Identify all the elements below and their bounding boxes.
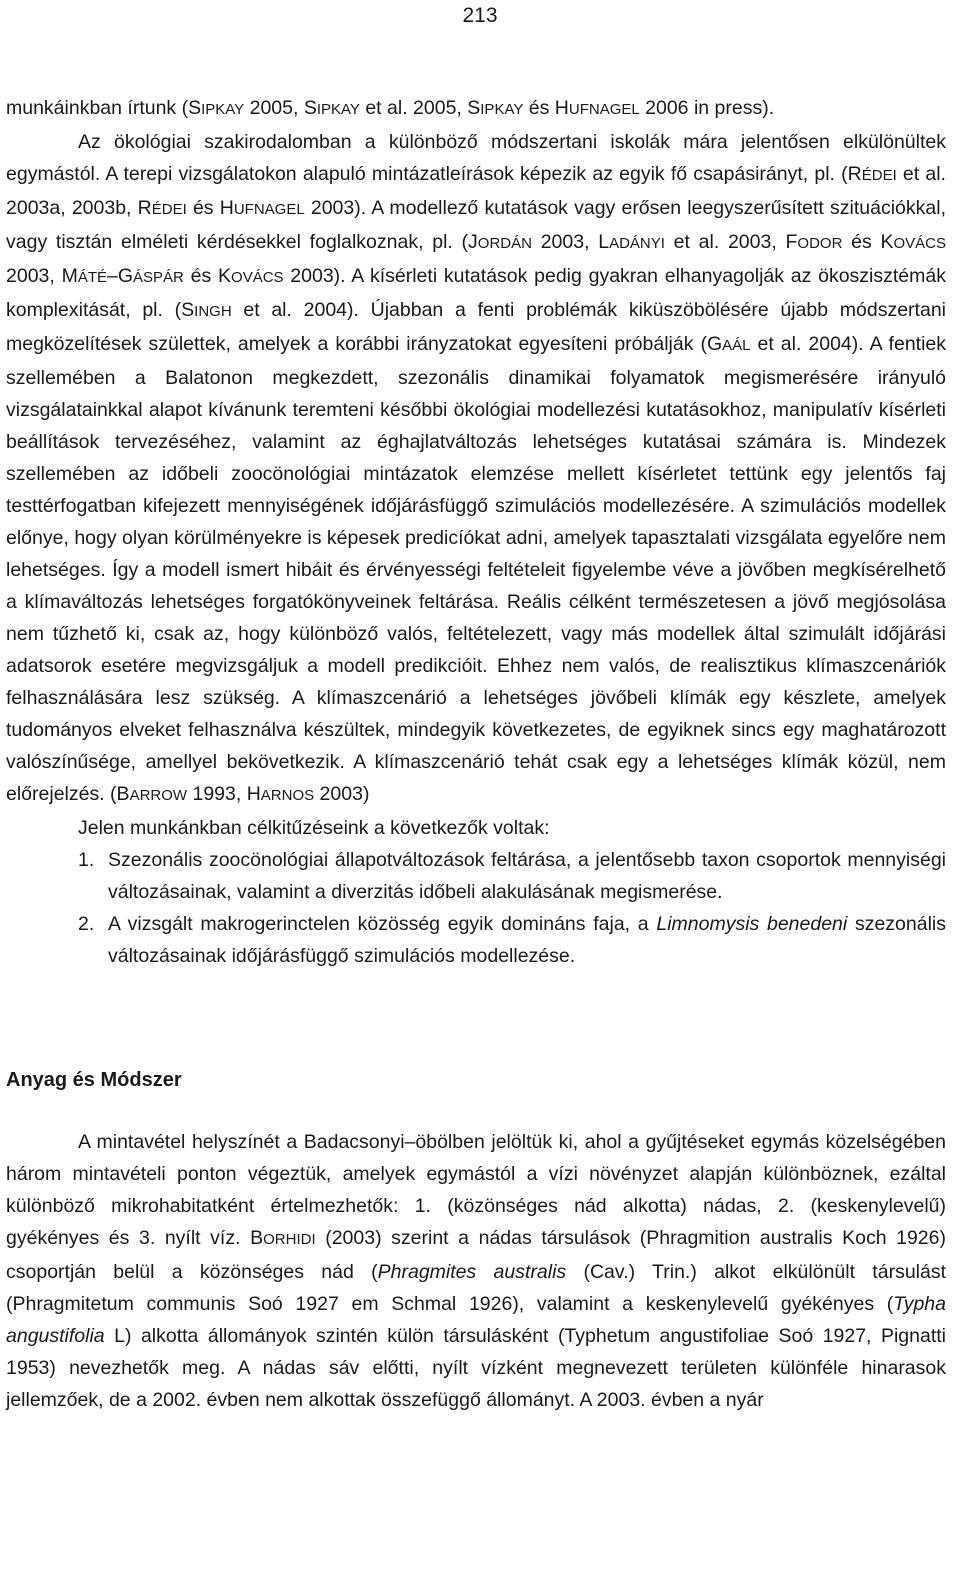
text-run: 2003, <box>531 231 599 253</box>
text-run: et al. 2004). Újabban a fenti problémák kiküszöbölésére újabb módszertani megközelítések születtek, amelyek a korábbi irányzatokat egyesíteni próbálják ( <box>6 299 946 355</box>
text-run: és <box>183 265 219 287</box>
text-run: L) alkotta állományok szintén külön társulásként (Typhetum angustifoliae Soó 1927, Pignatti 1953) nevezhetők meg. A nádas sáv előtti, nyílt vízként megnevezett területen különféle hinarasok jellemzőek, de a 2002. évben nem alkottak összefüggő állományt. A 2003. évben a nyár <box>6 1325 946 1411</box>
author-name: SIPKAY <box>188 97 245 119</box>
author-name: GÁSPÁR <box>117 265 184 287</box>
main-paragraph <box>6 126 946 812</box>
author-name: HUFNAGEL <box>219 197 305 219</box>
species-name: Phragmites australis <box>377 1261 567 1283</box>
author-name: SINGH <box>181 299 232 321</box>
text-run: 2003, <box>6 265 62 287</box>
document-body <box>6 92 946 1416</box>
text-run: és <box>523 97 555 119</box>
text-run: 2005, <box>244 97 304 119</box>
author-name: KOVÁCS <box>880 231 946 253</box>
author-name: HARNOS <box>246 783 315 805</box>
author-name: KOVÁCS <box>218 265 284 287</box>
text-run: 1993, <box>187 783 247 805</box>
intro-paragraph <box>6 92 946 126</box>
species-name: Limnomysis benedeni <box>656 913 848 935</box>
text-run: A mintavétel helyszínét a Badacsonyi–öbölben jelöltük ki, ahol a gyűjtéseket egymás közelségében három mintavételi ponton végeztük, amelyek egymástól a vízi növényzet alapján különböznek, ezáltal különböző mikrohabitatként értelmezhetők: 1. (közönséges nád alkotta) nádas, 2. (keskenylevelű) gyékényes és 3. nyílt víz. <box>6 1131 946 1249</box>
text-run: Az ökológiai szakirodalomban a különböző módszertani iskolák mára jelentősen elkülönültek egymástól. A terepi vizsgálatokon alapuló mintázatleírások képezik az egyik fő csapásirányt, pl. ( <box>6 131 946 185</box>
text-run: et al. 2003, <box>664 231 786 253</box>
author-name: BORHIDI <box>250 1227 316 1249</box>
text-run: 2003). A kísérleti kutatások pedig gyakran elhanyagolják az ökoszisztémák komplexitását, pl. ( <box>6 265 946 321</box>
author-name: MÁTÉ <box>61 265 107 287</box>
methods-paragraph <box>6 1126 946 1416</box>
text-run: et al. 2003a, 2003b, <box>6 163 946 219</box>
list-number: 1. <box>78 849 95 871</box>
author-name: SIPKAY <box>303 97 360 119</box>
text-run: (2003) szerint a nádas társulások (Phragmition australis Koch 1926) csoportján belül a közönséges nád ( <box>6 1227 946 1283</box>
text-run: – <box>107 265 118 287</box>
list-item <box>6 844 946 908</box>
text-run: és <box>186 197 220 219</box>
list-item <box>6 908 946 972</box>
author-name: LADÁNYI <box>598 231 665 253</box>
author-name: SIPKAY <box>467 97 524 119</box>
list-item-text: A vizsgált makrogerinctelen közösség egyik domináns faja, a <box>108 913 657 935</box>
text-run: és <box>842 231 881 253</box>
author-name: FODOR <box>785 231 843 253</box>
text-run: et al. 2004). A fentiek szellemében a Balatonon megkezdett, szezonális dinamikai folyamatok megismerésére irányuló vizsgálatainkkal alapot kívánunk teremteni későbbi ökológiai modellezési kutatásokhoz, manipulatív kísérleti beállítások tervezéséhez, valamint az éghajlatváltozás lehetséges kutatásai számára is. Mindezek szellemében az időbeli zoocönológiai mintázatok elemzése mellett kísérletet tettünk egy jelentős faj testtérfogatban kifejezett mennyiségének időjárásfüggő szimulációs modellezésére. A szimulációs modellek előnye, hogy olyan körülményekre is képesek predicíókat adni, amelyek tapasztalati vizsgálata egyelőre nem lehetséges. Így a modell ismert hibáit és érvényességi feltételeit figyelembe véve a jövőben megkísérelhető a klímaváltozás lehetséges forgatókönyveinek feltárása. Reális célként természetesen a jövő megjósolása nem tűzhető ki, csak az, hogy különböző valós, feltételezett, vagy más modellek által szimulált időjárási adatsorok esetére megvizsgáljuk a modell predikcióit. Ehhez nem valós, de realisztikus klímaszcenáriók felhasználására lesz szükség. A klímaszcenárió a lehetséges jövőbeli klímák egy készlete, amelyek tudományos elveket felhasználva készültek, mindegyik következetes, de egyiknek sincs egy maghatározott valószínűsége, amellyel bekövetkezik. A klímaszcenárió tehát csak egy a lehetséges klímák közül, nem előrejelzés. ( <box>6 333 947 805</box>
author-name: GAÁL <box>706 333 751 355</box>
text-run: (Cav.) Trin.) alkot elkülönült társulást (Phragmitetum communis Soó 1927 em Schmal 1926), valamint a keskenylevelű gyékényes ( <box>6 1261 947 1315</box>
list-item-text: szezonális változásainak időjárásfüggő szimulációs modellezése. <box>108 913 946 967</box>
text-run: munkáinkban írtunk ( <box>6 97 189 119</box>
text-run: 2003) <box>314 783 370 805</box>
author-name: RÉDEI <box>137 197 187 219</box>
list-number: 2. <box>78 913 95 935</box>
text-run: 2006 in press). <box>639 97 775 119</box>
aims-list <box>6 844 946 972</box>
section-heading: Anyag és Módszer <box>6 1069 182 1091</box>
author-name: JORDÁN <box>468 231 532 253</box>
species-name: Typha angustifolia <box>6 1293 946 1347</box>
page-number: 213 <box>462 4 498 27</box>
author-name: HUFNAGEL <box>554 97 640 119</box>
list-item-text: Szezonális zoocönológiai állapotváltozások feltárása, a jelentősebb taxon csoportok mennyiségi változásainak, valamint a diverzitás időbeli alakulásának megismerése. <box>108 849 946 903</box>
text-run: 2003). A modellező kutatások vagy erősen leegyszerűsített szituációkkal, vagy tisztán elméleti kérdésekkel foglalkoznak, pl. ( <box>6 197 946 253</box>
text-run: et al. 2005, <box>359 97 468 119</box>
aims-intro: Jelen munkánkban célkitűzéseink a következők voltak: <box>78 817 550 839</box>
author-name: BARROW <box>116 783 188 805</box>
author-name: RÉDEI <box>847 163 897 185</box>
